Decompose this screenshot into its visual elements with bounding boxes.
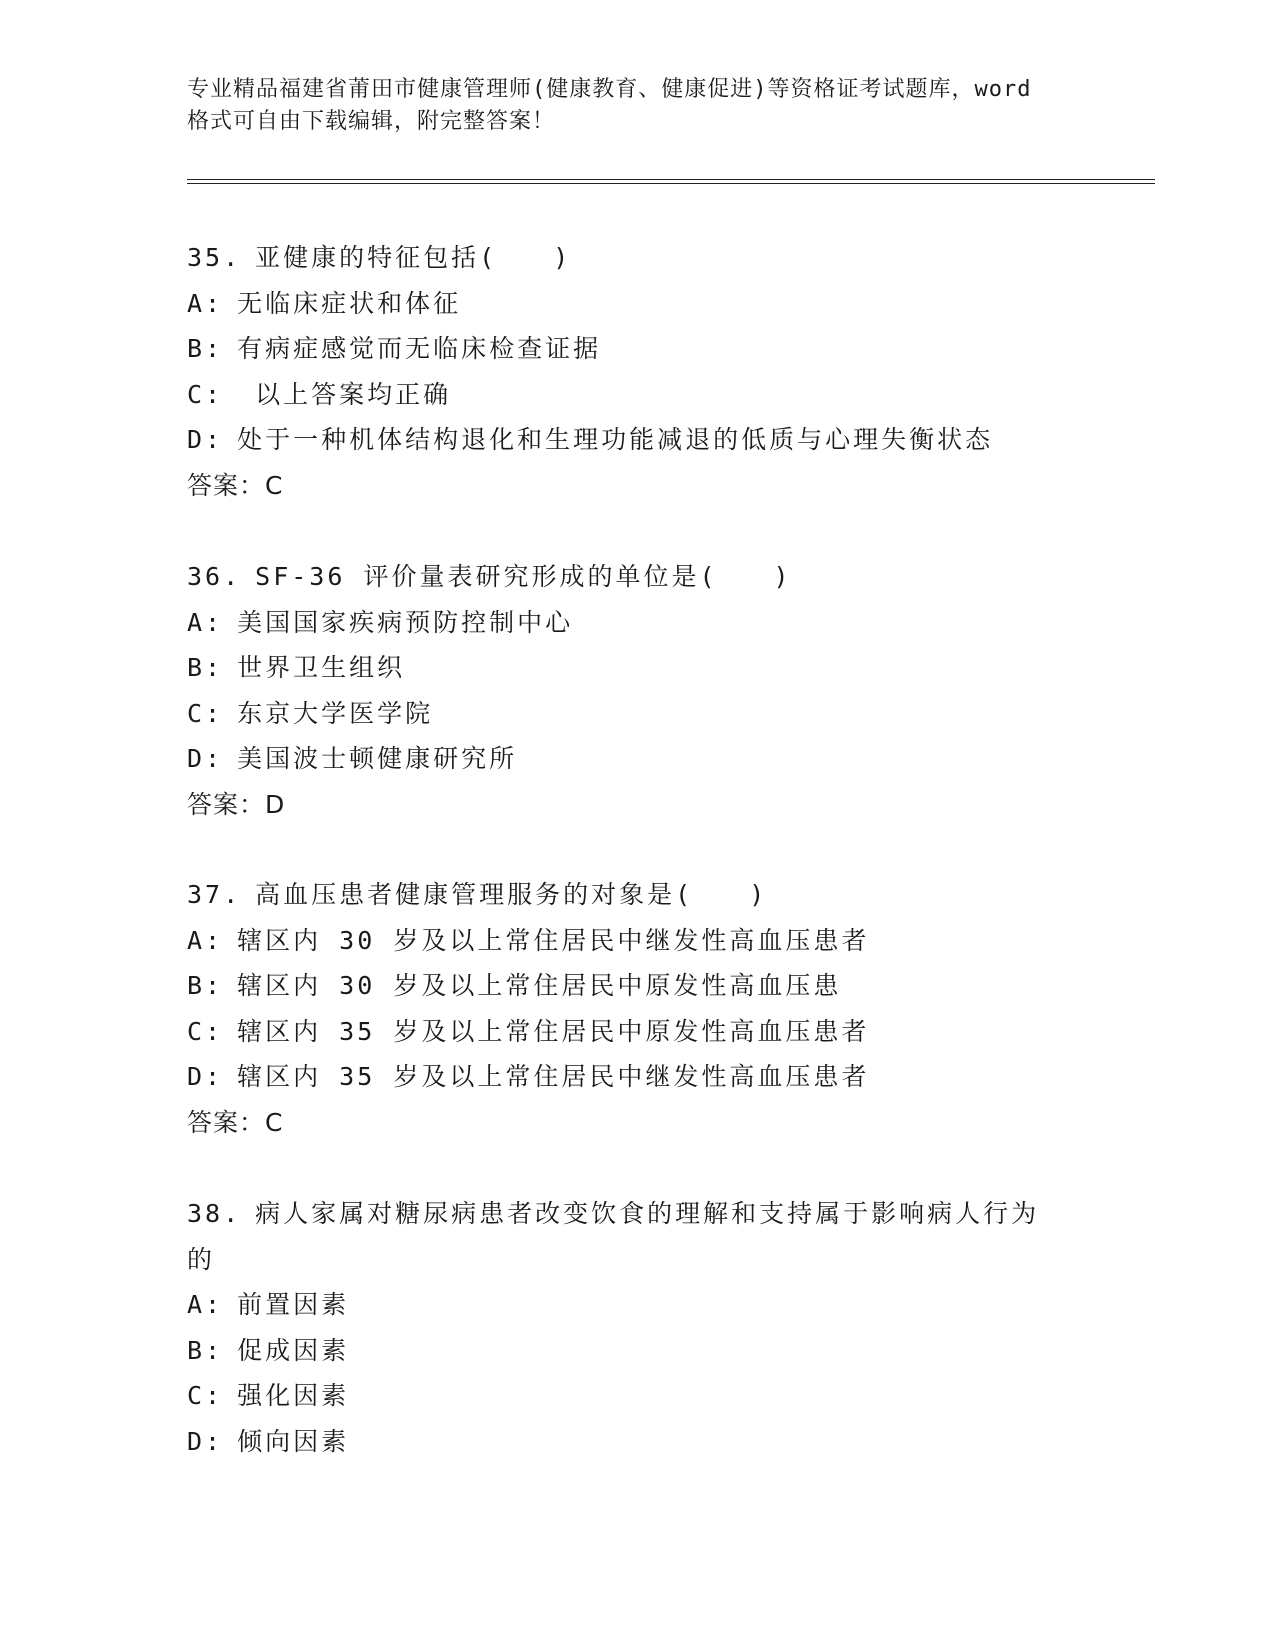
option-key: B: bbox=[187, 971, 224, 1000]
option-key: A: bbox=[187, 288, 224, 318]
option-c bbox=[187, 372, 1087, 418]
answer-text: 答案：C bbox=[187, 470, 284, 500]
option-key: A: bbox=[187, 925, 224, 955]
question-text: 病人家属对糖尿病患者改变饮食的理解和支持属于影响病人行为的 bbox=[187, 1199, 1040, 1274]
option-key: C: bbox=[187, 698, 224, 728]
question-stem bbox=[187, 554, 1087, 600]
question-36 bbox=[187, 554, 1087, 827]
option-key: D: bbox=[187, 744, 224, 773]
option-text: 辖区内 30 岁及以上常住居民中继发性高血压患者 bbox=[237, 925, 870, 955]
option-d bbox=[187, 736, 1087, 782]
option-key: D: bbox=[187, 425, 224, 454]
option-text: 强化因素 bbox=[237, 1381, 350, 1410]
option-key: C: bbox=[187, 379, 224, 409]
option-text: 有病症感觉而无临床检查证据 bbox=[237, 334, 602, 363]
question-number: 37. bbox=[187, 880, 242, 909]
header-divider-bottom bbox=[187, 183, 1155, 184]
option-key: A: bbox=[187, 1290, 224, 1319]
question-38 bbox=[187, 1191, 1087, 1464]
option-d bbox=[187, 1054, 1087, 1100]
option-b bbox=[187, 1328, 1087, 1374]
option-key: D: bbox=[187, 1426, 224, 1456]
option-text: 辖区内 30 岁及以上常住居民中原发性高血压患 bbox=[237, 971, 842, 1000]
option-text: 无临床症状和体征 bbox=[237, 288, 462, 318]
question-number: 36. bbox=[187, 562, 242, 591]
header-line-2: 格式可自由下载编辑，附完整答案！ bbox=[187, 109, 556, 134]
option-text: 处于一种机体结构退化和生理功能减退的低质与心理失衡状态 bbox=[237, 425, 994, 454]
question-text: 高血压患者健康管理服务的对象是( ) bbox=[255, 880, 768, 909]
question-number: 35. bbox=[187, 243, 242, 272]
question-text: SF-36 评价量表研究形成的单位是( ) bbox=[255, 562, 792, 591]
option-text: 美国波士顿健康研究所 bbox=[237, 744, 518, 773]
question-stem bbox=[187, 872, 1087, 918]
option-text: 美国国家疾病预防控制中心 bbox=[237, 607, 574, 637]
answer-text: 答案：C bbox=[187, 1107, 284, 1137]
option-key: B: bbox=[187, 334, 224, 363]
header-divider-top bbox=[187, 179, 1155, 180]
option-text: 促成因素 bbox=[237, 1335, 350, 1365]
option-text: 东京大学医学院 bbox=[237, 698, 434, 728]
option-key: B: bbox=[187, 653, 224, 682]
option-b bbox=[187, 326, 1087, 372]
option-text: 辖区内 35 岁及以上常住居民中原发性高血压患者 bbox=[237, 1016, 870, 1046]
document-header bbox=[187, 74, 1087, 138]
question-number: 38. bbox=[187, 1199, 242, 1228]
option-c bbox=[187, 1373, 1087, 1419]
option-d bbox=[187, 1419, 1087, 1465]
option-text: 世界卫生组织 bbox=[237, 653, 406, 682]
question-stem bbox=[187, 235, 1087, 281]
option-key: A: bbox=[187, 607, 224, 637]
option-text: 辖区内 35 岁及以上常住居民中继发性高血压患者 bbox=[237, 1062, 870, 1091]
option-c bbox=[187, 691, 1087, 737]
question-stem bbox=[187, 1191, 1067, 1282]
answer-text: 答案：D bbox=[187, 789, 286, 819]
question-text: 亚健康的特征包括( ) bbox=[255, 243, 572, 272]
question-35 bbox=[187, 235, 1087, 508]
option-b bbox=[187, 645, 1087, 691]
option-a bbox=[187, 1282, 1087, 1328]
question-37 bbox=[187, 872, 1087, 1145]
option-text: 以上答案均正确 bbox=[237, 379, 452, 409]
option-text: 倾向因素 bbox=[237, 1426, 350, 1456]
option-text: 前置因素 bbox=[237, 1290, 350, 1319]
option-key: C: bbox=[187, 1381, 224, 1410]
option-key: B: bbox=[187, 1335, 224, 1365]
option-a bbox=[187, 918, 1087, 964]
option-a bbox=[187, 600, 1087, 646]
option-d bbox=[187, 417, 1087, 463]
header-line-1: 专业精品福建省莆田市健康管理师(健康教育、健康促进)等资格证考试题库，word bbox=[187, 77, 1032, 102]
option-a bbox=[187, 281, 1087, 327]
option-c bbox=[187, 1009, 1087, 1055]
option-key: C: bbox=[187, 1016, 224, 1046]
option-b bbox=[187, 963, 1087, 1009]
option-key: D: bbox=[187, 1062, 224, 1091]
